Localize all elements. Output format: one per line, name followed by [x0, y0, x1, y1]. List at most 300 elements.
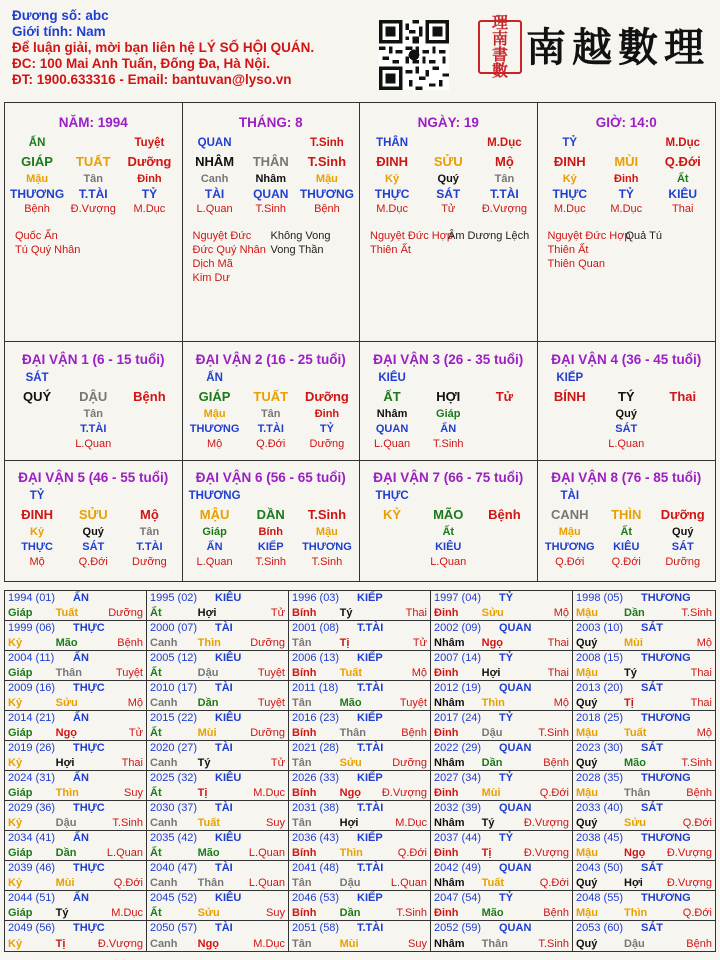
year-stage: Q.Đới	[682, 907, 712, 919]
year-stem-branch	[5, 817, 146, 829]
contact-phone-email: ĐT: 1900.633316 - Email: bantuvan@lyso.vn	[12, 72, 292, 87]
year-cell	[573, 741, 715, 771]
year-label: 2006 (13)	[292, 652, 340, 664]
year-stem-branch	[431, 667, 572, 679]
year-stem-branch	[5, 757, 146, 769]
year-branch: Mão	[55, 637, 78, 649]
year-label: 2000 (07)	[150, 622, 198, 634]
star-name	[93, 229, 182, 243]
year-stage: Suy	[124, 787, 143, 799]
dai-van-stage	[5, 437, 182, 452]
year-stem: Bính	[292, 787, 317, 799]
year-stage: M.Dục	[111, 907, 143, 919]
year-stage: Đ.Vượng	[666, 847, 712, 859]
dai-van-gods-cell	[364, 540, 420, 555]
dai-van-stage	[183, 555, 360, 570]
year-stem: Tân	[292, 877, 312, 889]
dai-van-top-god: THƯƠNG	[188, 490, 241, 502]
dai-van-main-cell: CANH	[550, 507, 589, 522]
year-cell	[431, 681, 573, 711]
year-stem: Canh	[150, 757, 178, 769]
pillar-top-cell: T.Sinh	[309, 137, 344, 149]
year-branch: Tị	[197, 787, 208, 799]
year-god: ẤN	[73, 652, 89, 664]
year-stage: Đ.Vượng	[666, 877, 712, 889]
year-label: 2050 (57)	[150, 922, 198, 934]
year-label: 2002 (09)	[434, 622, 482, 634]
dai-van-hidden-cell: Tân	[139, 526, 160, 538]
pillar-hidden	[5, 172, 182, 187]
pillar-top-cell	[598, 136, 655, 151]
year-stem-branch	[573, 817, 715, 829]
year-god: ẤN	[73, 592, 89, 604]
dai-van-cell	[183, 461, 361, 581]
year-stem-branch	[431, 938, 572, 950]
year-cell	[431, 651, 573, 681]
dai-van-main	[5, 506, 182, 523]
pillar-gods-cell: T.TÀI	[490, 187, 519, 201]
year-label: 2008 (15)	[576, 652, 624, 664]
dai-van-stage-cell: L.Quan	[374, 438, 411, 450]
year-branch: Tý	[339, 607, 353, 619]
dai-van-gods	[538, 422, 716, 437]
year-god: ẤN	[73, 892, 89, 904]
star-name: Thiên Ất	[370, 244, 411, 256]
star-name: Vong Thần	[270, 244, 324, 256]
year-stage: Q.Đới	[397, 847, 427, 859]
pillar-hidden-cell: Tân	[494, 173, 515, 185]
dai-van-stage-cell: L.Quan	[75, 438, 112, 450]
year-label: 2014 (21)	[8, 712, 56, 724]
year-stage: Q.Đới	[539, 877, 569, 889]
dai-van-hidden-cell	[9, 407, 65, 422]
year-stem: Tân	[292, 817, 312, 829]
dai-van-stage	[360, 437, 537, 452]
year-cell	[573, 801, 715, 831]
dai-van-title: ĐẠI VẬN 7 (66 - 75 tuổi)	[373, 470, 524, 485]
star-name: Thiên Quan	[547, 258, 605, 270]
pillar-top	[360, 136, 537, 151]
year-cell	[5, 741, 147, 771]
year-god: QUAN	[499, 682, 532, 694]
year-branch: Mùi	[339, 938, 359, 950]
year-god: QUAN	[499, 802, 532, 814]
dai-van-hidden-cell	[655, 407, 712, 422]
year-cell	[431, 621, 573, 651]
dai-van-main-cell: T.Sinh	[307, 507, 347, 522]
dai-van-gods	[360, 422, 537, 437]
year-stem-branch	[573, 847, 715, 859]
year-stem: Đinh	[434, 727, 459, 739]
year-stem: Kỷ	[8, 877, 23, 889]
year-stem-branch	[573, 787, 715, 799]
dai-van-gods-cell	[476, 422, 532, 437]
year-stage: Thai	[121, 757, 143, 769]
year-god: T.TÀI	[357, 622, 384, 634]
pillar-main-cell: Mộ	[495, 154, 514, 169]
year-stage: Dưỡng	[250, 727, 285, 739]
year-branch: Dần	[197, 697, 219, 709]
year-branch: Sửu	[55, 697, 78, 709]
year-branch: Sửu	[481, 607, 504, 619]
year-branch: Tị	[624, 697, 634, 709]
year-stem: Quý	[576, 938, 598, 950]
year-god: THƯƠNG	[641, 832, 691, 844]
dai-van-main	[5, 388, 182, 405]
pillar-top	[538, 136, 716, 151]
pillar-stage-cell: M.Dục	[610, 203, 643, 215]
four-pillars-grid	[4, 102, 716, 582]
year-cell	[289, 771, 431, 801]
qr-code-icon	[379, 20, 449, 90]
year-label: 2031 (38)	[292, 802, 340, 814]
dai-van-gods-cell	[476, 540, 532, 555]
year-label: 2016 (23)	[292, 712, 340, 724]
dai-van-gods-cell	[9, 422, 65, 437]
dai-van-cell	[360, 342, 538, 461]
year-stage: Tử	[128, 727, 143, 739]
contact-note: Để luận giải, mời bạn liên hệ LÝ SỐ HỘI QUÁN.	[12, 40, 315, 55]
pillar-stage-cell: Bệnh	[24, 203, 50, 215]
year-stem-branch	[573, 637, 715, 649]
dai-van-main-cell: QUÝ	[22, 389, 52, 404]
pillar-gods-cell: THỰC	[374, 187, 410, 201]
year-stage: Suy	[408, 938, 427, 950]
year-god: SÁT	[641, 862, 663, 874]
pillar-cell	[5, 103, 183, 342]
year-cell	[289, 921, 431, 951]
dai-van-title: ĐẠI VẬN 2 (16 - 25 tuổi)	[195, 352, 346, 367]
year-stem: Kỷ	[8, 637, 23, 649]
year-stem-branch	[5, 907, 146, 919]
year-cell	[431, 861, 573, 891]
year-stem: Nhâm	[434, 938, 465, 950]
dai-van-hidden-cell: Mậu	[315, 526, 338, 538]
year-stem: Ất	[150, 847, 162, 859]
year-stem-branch	[289, 667, 430, 679]
pillar-stage	[538, 202, 716, 217]
dai-van-top-spacer	[299, 371, 355, 386]
dai-van-top	[360, 489, 537, 504]
dai-van-stage-cell	[364, 555, 420, 570]
year-stem: Mậu	[576, 727, 598, 739]
dai-van-title: ĐẠI VẬN 3 (26 - 35 tuổi)	[373, 352, 524, 367]
year-label: 2027 (34)	[434, 772, 482, 784]
owner-gender: Giới tính: Nam	[12, 24, 106, 39]
dai-van-cell	[360, 461, 538, 581]
year-label: 2001 (08)	[292, 622, 340, 634]
year-stem: Ất	[150, 787, 162, 799]
year-branch: Thìn	[481, 697, 505, 709]
pillar-cell	[183, 103, 361, 342]
year-label: 2009 (16)	[8, 682, 56, 694]
year-label: 1997 (04)	[434, 592, 482, 604]
dai-van-main-cell: Dưỡng	[660, 507, 705, 522]
pillar-hidden-cell: Kỷ	[385, 173, 400, 185]
year-label: 2039 (46)	[8, 862, 56, 874]
dai-van-title: ĐẠI VẬN 5 (46 - 55 tuổi)	[18, 470, 169, 485]
year-god: THƯƠNG	[641, 712, 691, 724]
year-stem: Giáp	[8, 787, 33, 799]
pillar-hidden-cell: Ất	[676, 173, 689, 185]
year-stem-branch	[289, 757, 430, 769]
pillar-main	[360, 153, 537, 170]
dai-van-main-cell: Thai	[669, 389, 697, 404]
dai-van-main-cell: SỬU	[78, 507, 108, 522]
dai-van-stage-cell: T.Sinh	[255, 556, 287, 568]
year-stem-branch	[147, 877, 288, 889]
year-stem-branch	[289, 847, 430, 859]
dai-van-main-cell: Mộ	[140, 507, 159, 522]
pillar-hidden	[538, 172, 716, 187]
dai-van-stage-cell	[121, 437, 177, 452]
year-cell	[147, 711, 289, 741]
year-stem: Bính	[292, 607, 317, 619]
year-god: THỰC	[73, 922, 105, 934]
year-cell	[573, 771, 715, 801]
dai-van-gods-cell: KIÊU	[613, 541, 640, 553]
year-label: 2026 (33)	[292, 772, 340, 784]
year-god: KIÊU	[215, 832, 242, 844]
dai-van-cell	[183, 342, 361, 461]
dai-van-top-spacer	[243, 489, 299, 504]
year-stage: Đ.Vượng	[523, 817, 569, 829]
year-branch: Ngọ	[339, 787, 362, 799]
year-label: 2049 (56)	[8, 922, 56, 934]
dai-van-top	[183, 371, 360, 386]
year-stem-branch	[5, 637, 146, 649]
year-label: 2048 (55)	[576, 892, 624, 904]
year-stem-branch	[289, 787, 430, 799]
dai-van-top-spacer	[598, 371, 655, 386]
year-branch: Tuất	[55, 607, 79, 619]
year-stem-branch	[431, 787, 572, 799]
year-god: TỶ	[499, 652, 514, 664]
star-name: Không Vong	[270, 230, 331, 242]
year-god: ẤN	[73, 772, 89, 784]
year-stem-branch	[5, 727, 146, 739]
dai-van-hidden	[538, 407, 716, 422]
year-stage: Bệnh	[686, 787, 712, 799]
year-cell	[573, 921, 715, 951]
year-label: 2007 (14)	[434, 652, 482, 664]
year-cell	[431, 741, 573, 771]
year-god: TỶ	[499, 772, 514, 784]
year-label: 2044 (51)	[8, 892, 56, 904]
year-cell	[147, 651, 289, 681]
year-branch: Dần	[481, 757, 503, 769]
dai-van-hidden-cell	[476, 525, 532, 540]
pillar-gods-cell: THỰC	[552, 187, 588, 201]
logo-calligraphy: 南越數理	[526, 24, 710, 71]
year-stem: Canh	[150, 938, 178, 950]
year-branch: Thân	[624, 787, 651, 799]
pillar-stage-cell: Đ.Vượng	[70, 203, 116, 215]
year-stage: Dưỡng	[250, 637, 285, 649]
year-branch: Sửu	[624, 817, 647, 829]
dai-van-stage-cell: Q.Đới	[555, 556, 585, 568]
year-branch: Tị	[339, 637, 350, 649]
year-stem-branch	[573, 907, 715, 919]
star-line	[370, 229, 537, 243]
pillar-hidden-cell: Đinh	[137, 173, 162, 185]
year-stage: Thai	[405, 607, 427, 619]
pillar-hidden-cell: Tân	[83, 173, 104, 185]
year-stage: Bệnh	[686, 938, 712, 950]
year-stem-branch	[289, 907, 430, 919]
year-god: KIẾP	[357, 712, 383, 724]
year-stem: Quý	[576, 817, 598, 829]
dai-van-top-spacer	[420, 371, 476, 386]
year-label: 2041 (48)	[292, 862, 340, 874]
dai-van-gods-cell	[542, 422, 599, 437]
dai-van-hidden-cell: Đinh	[314, 408, 340, 420]
dai-van-top-spacer	[598, 489, 655, 504]
pillar-gods	[183, 187, 360, 202]
dai-van-hidden-cell: Bính	[258, 526, 283, 538]
year-stem-branch	[5, 697, 146, 709]
pillar-top-cell: THÂN	[376, 137, 409, 149]
dai-van-top-god: KIẾP	[556, 372, 584, 384]
pillar-stage	[183, 202, 360, 217]
year-stage: Bệnh	[117, 637, 143, 649]
year-stem-branch	[147, 667, 288, 679]
dai-van-main-cell: DẦN	[256, 507, 285, 522]
year-label: 2043 (50)	[576, 862, 624, 874]
year-god: ẤN	[73, 832, 89, 844]
year-stem: Tân	[292, 697, 312, 709]
year-label: 1998 (05)	[576, 592, 624, 604]
year-stem-branch	[573, 607, 715, 619]
year-god: KIẾP	[357, 772, 383, 784]
dai-van-gods-cell: T.TÀI	[80, 423, 107, 435]
pillar-hidden-cell: Quý	[437, 173, 459, 185]
year-stem-branch	[147, 637, 288, 649]
dai-van-gods-cell: TỶ	[319, 423, 334, 435]
owner-name: Đương số: abc	[12, 8, 109, 23]
year-branch: Ngọ	[624, 847, 646, 859]
year-god: T.TÀI	[357, 742, 384, 754]
dai-van-gods-cell: SÁT	[82, 541, 105, 553]
star-name	[271, 257, 360, 271]
dai-van-hidden	[5, 525, 182, 540]
dai-van-top-god: SÁT	[25, 372, 49, 384]
dai-van-gods-cell	[655, 422, 712, 437]
year-stem-branch	[289, 637, 430, 649]
dai-van-main-cell: Dưỡng	[304, 389, 349, 404]
year-stem: Đinh	[434, 607, 459, 619]
year-label: 2029 (36)	[8, 802, 56, 814]
year-stem: Tân	[292, 757, 312, 769]
dai-van-top	[183, 489, 360, 504]
pillar-gods-cell: THƯƠNG	[9, 187, 65, 201]
year-stem-branch	[147, 727, 288, 739]
dai-van-stage-cell	[9, 437, 65, 452]
year-branch: Tý	[55, 907, 69, 919]
year-stage: Suy	[266, 817, 285, 829]
dai-van-gods	[183, 422, 360, 437]
dai-van-gods	[360, 540, 537, 555]
year-god: TÀI	[215, 622, 233, 634]
year-branch: Mão	[197, 847, 220, 859]
star-name	[271, 271, 360, 285]
year-label: 2020 (27)	[150, 742, 198, 754]
year-stem: Bính	[292, 667, 317, 679]
year-label: 2040 (47)	[150, 862, 198, 874]
year-stage: Thai	[690, 667, 712, 679]
star-name: Đức Quý Nhân	[192, 244, 266, 256]
pillar-hidden-cell: Nhâm	[255, 173, 287, 185]
dai-van-stage-cell: L.Quan	[196, 556, 233, 568]
year-cell	[289, 741, 431, 771]
year-stage: Mộ	[696, 637, 712, 649]
dai-van-hidden-cell: Ất	[442, 526, 455, 538]
year-cell	[5, 711, 147, 741]
dai-van-gods-cell: SÁT	[671, 541, 694, 553]
pillar-stage	[360, 202, 537, 217]
star-name	[626, 243, 716, 257]
year-god: T.TÀI	[357, 862, 384, 874]
year-god: QUAN	[499, 922, 532, 934]
dai-van-top-god: KIÊU	[378, 372, 406, 384]
year-stem: Quý	[576, 757, 598, 769]
pillar-stage-cell: Bệnh	[314, 203, 340, 215]
year-god: T.TÀI	[357, 682, 384, 694]
star-name: Nguyệt Đức Hợp	[547, 230, 631, 242]
pillar-gods	[538, 187, 716, 202]
year-cell	[5, 831, 147, 861]
annual-luck-grid	[4, 590, 716, 952]
year-label: 2051 (58)	[292, 922, 340, 934]
dai-van-main-cell: ẤT	[383, 389, 401, 404]
year-branch: Ngọ	[55, 727, 78, 739]
year-cell	[289, 621, 431, 651]
pillar-stage-cell: T.Sinh	[255, 203, 287, 215]
pillar-gods-cell: TỶ	[618, 187, 634, 201]
star-line	[548, 257, 716, 271]
pillar-main-cell: THÂN	[252, 154, 289, 169]
year-stage: Tuyệt	[115, 667, 143, 679]
year-stem-branch	[573, 757, 715, 769]
year-stem: Nhâm	[434, 817, 465, 829]
pillar-title: NĂM: 1994	[58, 115, 128, 130]
year-stem-branch	[289, 727, 430, 739]
year-label: 2042 (49)	[434, 862, 482, 874]
dai-van-gods	[5, 540, 182, 555]
year-stem-branch	[147, 847, 288, 859]
pillar-hidden-cell: Canh	[200, 173, 229, 185]
year-label: 2034 (41)	[8, 832, 56, 844]
year-stem-branch	[289, 697, 430, 709]
year-stage: M.Dục	[253, 938, 285, 950]
year-label: 2028 (35)	[576, 772, 624, 784]
year-stage: Thai	[690, 697, 712, 709]
pillar-hidden-cell: Mậu	[26, 173, 49, 185]
dai-van-stage-cell: Q.Đới	[78, 556, 108, 568]
dai-van-top-god: TÀI	[560, 490, 580, 502]
pillar-gods-cell: SÁT	[436, 187, 461, 201]
pillar-stage-cell: L.Quan	[196, 203, 233, 215]
dai-van-gods-cell: QUAN	[375, 423, 409, 435]
dai-van-main-cell: MẬU	[199, 507, 230, 522]
dai-van-stage-cell: T.Sinh	[432, 438, 464, 450]
year-stem: Ất	[150, 907, 162, 919]
dai-van-main-cell: DẬU	[79, 389, 108, 404]
pillar-gods-cell: QUAN	[253, 187, 289, 201]
star-name	[626, 257, 716, 271]
star-name: Nguyệt Đức Hợp	[370, 230, 454, 242]
year-label: 2046 (53)	[292, 892, 340, 904]
